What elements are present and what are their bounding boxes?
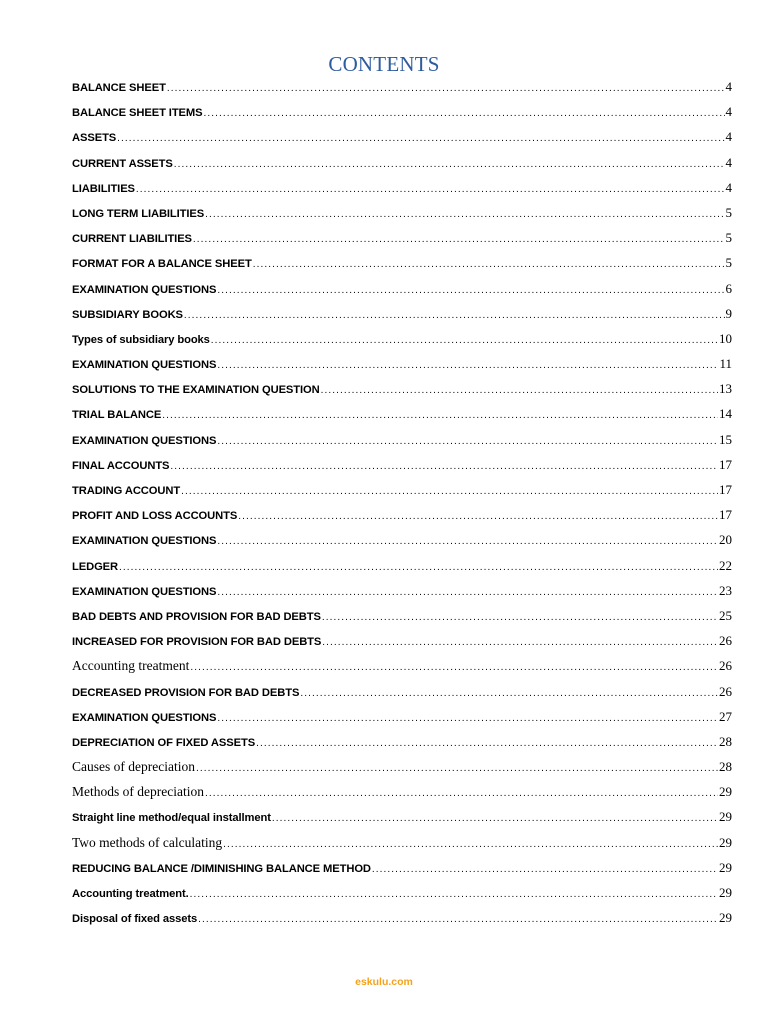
toc-entry-label: TRIAL BALANCE xyxy=(72,409,162,422)
toc-entry[interactable] xyxy=(72,531,732,556)
toc-entry-page-number: 29 xyxy=(719,885,732,900)
toc-entry-label: EXAMINATION QUESTIONS xyxy=(72,585,217,598)
toc-entry-label: Straight line method/equal installment xyxy=(72,812,271,825)
dot-leader xyxy=(372,861,718,879)
toc-entry[interactable] xyxy=(72,683,732,708)
toc-entry-label: Types of subsidiary books xyxy=(72,333,210,346)
toc-entry-page-number: 17 xyxy=(719,456,732,472)
dot-leader xyxy=(167,80,725,98)
toc-entry-label: FORMAT FOR A BALANCE SHEET xyxy=(72,258,252,271)
toc-entry[interactable] xyxy=(72,355,732,380)
toc-entry-label: INCREASED FOR PROVISION FOR BAD DEBTS xyxy=(72,636,322,649)
toc-entry-page-number: 14 xyxy=(719,406,732,422)
toc-entry[interactable] xyxy=(72,204,732,229)
toc-entry-page-number: 15 xyxy=(719,431,732,447)
dot-leader xyxy=(205,206,724,224)
dot-leader xyxy=(193,231,725,249)
toc-entry-page-number: 17 xyxy=(719,507,732,523)
toc-entry-label: DEPRECIATION OF FIXED ASSETS xyxy=(72,736,256,749)
dot-leader xyxy=(190,659,718,677)
toc-entry-page-number: 11 xyxy=(719,356,732,372)
toc-entry[interactable] xyxy=(72,708,732,733)
toc-entry-label: DECREASED PROVISION FOR BAD DEBTS xyxy=(72,686,300,699)
toc-entry[interactable] xyxy=(72,330,732,355)
dot-leader xyxy=(321,382,718,400)
toc-entry-page-number: 29 xyxy=(719,859,732,875)
dot-leader xyxy=(204,105,725,123)
toc-entry-page-number: 22 xyxy=(719,557,732,573)
toc-entry-page-number: 27 xyxy=(719,708,732,724)
toc-entry-label: Accounting treatment. xyxy=(72,888,189,900)
toc-entry-label: LONG TERM LIABILITIES xyxy=(72,207,205,220)
toc-entry-page-number: 29 xyxy=(719,834,732,850)
toc-entry-label: TRADING ACCOUNT xyxy=(72,485,181,497)
toc-entry-label: SOLUTIONS TO THE EXAMINATION QUESTION xyxy=(72,384,320,397)
toc-entry[interactable] xyxy=(72,557,732,582)
toc-entry-label: BALANCE SHEET xyxy=(72,82,166,94)
dot-leader xyxy=(238,508,718,526)
toc-entry-page-number: 23 xyxy=(719,582,732,598)
toc-entry-label: EXAMINATION QUESTIONS xyxy=(72,283,217,296)
toc-entry-label: Disposal of fixed assets xyxy=(72,913,198,926)
footer-website: eskulu.com xyxy=(355,976,413,988)
toc-entry-label: PROFIT AND LOSS ACCOUNTS xyxy=(72,510,238,523)
toc-entry-page-number: 4 xyxy=(725,154,732,170)
toc-entry[interactable] xyxy=(72,280,732,305)
dot-leader xyxy=(174,156,725,174)
toc-entry[interactable] xyxy=(72,229,732,254)
toc-entry[interactable] xyxy=(72,657,732,682)
dot-leader xyxy=(184,307,725,325)
toc-entry-label: Causes of depreciation xyxy=(72,759,195,775)
dot-leader xyxy=(119,559,718,577)
page-title: CONTENTS xyxy=(328,52,440,76)
toc-entry-page-number: 26 xyxy=(719,683,732,699)
dot-leader xyxy=(217,533,718,551)
dot-leader xyxy=(190,886,718,904)
toc-entry-page-number: 9 xyxy=(725,305,732,321)
toc-entry-label: EXAMINATION QUESTIONS xyxy=(72,535,217,548)
toc-entry[interactable] xyxy=(72,103,732,128)
toc-entry-page-number: 26 xyxy=(719,658,732,674)
toc-entry-page-number: 5 xyxy=(725,230,732,246)
dot-leader xyxy=(198,911,718,929)
toc-entry[interactable] xyxy=(72,305,732,330)
toc-entry-label: EXAMINATION QUESTIONS xyxy=(72,359,217,372)
toc-entry[interactable] xyxy=(72,506,732,531)
toc-entry[interactable] xyxy=(72,128,732,153)
toc-entry[interactable] xyxy=(72,254,732,279)
toc-entry-page-number: 10 xyxy=(719,330,732,346)
toc-entry-label: LEDGER xyxy=(72,560,119,573)
dot-leader xyxy=(217,710,718,728)
toc-entry-label: Two methods of calculating xyxy=(72,834,223,850)
toc-entry-label: FINAL ACCOUNTS xyxy=(72,459,170,472)
toc-entry[interactable] xyxy=(72,179,732,204)
toc-entry-page-number: 5 xyxy=(725,204,732,220)
toc-entry-label: EXAMINATION QUESTIONS xyxy=(72,434,217,447)
toc-entry-label: BAD DEBTS AND PROVISION FOR BAD DEBTS xyxy=(72,610,321,623)
toc-entry[interactable] xyxy=(72,909,732,934)
dot-leader xyxy=(322,634,718,652)
toc-entry-label: SUBSIDIARY BOOKS xyxy=(72,308,183,321)
toc-entry-page-number: 4 xyxy=(725,79,732,94)
toc-entry[interactable] xyxy=(72,783,732,808)
toc-entry-label: REDUCING BALANCE /DIMINISHING BALANCE METHOD xyxy=(72,862,371,875)
dot-leader xyxy=(217,282,724,300)
table-of-contents xyxy=(72,78,732,934)
toc-entry-page-number: 6 xyxy=(725,280,732,296)
toc-entry-page-number: 5 xyxy=(725,255,732,271)
dot-leader xyxy=(162,407,718,425)
toc-entry[interactable] xyxy=(72,733,732,758)
toc-entry[interactable] xyxy=(72,632,732,657)
toc-entry[interactable] xyxy=(72,859,732,884)
toc-entry-label: LIABILITIES xyxy=(72,182,135,195)
toc-entry-page-number: 4 xyxy=(725,104,732,120)
dot-leader xyxy=(170,458,718,476)
toc-entry-label: Accounting treatment xyxy=(72,658,190,674)
toc-entry-label: BALANCE SHEET ITEMS xyxy=(72,107,203,120)
toc-entry-page-number: 20 xyxy=(719,532,732,548)
toc-entry-label: CURRENT ASSETS xyxy=(72,157,173,170)
toc-entry-label: CURRENT LIABILITIES xyxy=(72,233,192,246)
toc-entry-page-number: 26 xyxy=(719,633,732,649)
toc-entry[interactable] xyxy=(72,456,732,481)
toc-entry-page-number: 28 xyxy=(719,733,732,749)
toc-entry[interactable] xyxy=(72,808,732,833)
toc-entry[interactable] xyxy=(72,481,732,506)
dot-leader xyxy=(217,584,718,602)
toc-entry[interactable] xyxy=(72,78,732,103)
toc-entry[interactable] xyxy=(72,380,732,405)
toc-entry[interactable] xyxy=(72,607,732,632)
toc-entry-page-number: 4 xyxy=(725,129,732,145)
dot-leader xyxy=(322,609,718,627)
toc-entry-label: ASSETS xyxy=(72,132,117,145)
dot-leader xyxy=(136,181,725,199)
toc-entry-page-number: 17 xyxy=(719,482,732,497)
dot-leader xyxy=(211,332,718,350)
toc-entry-page-number: 29 xyxy=(719,910,732,926)
toc-entry-label: EXAMINATION QUESTIONS xyxy=(72,711,217,724)
toc-entry[interactable] xyxy=(72,154,732,179)
dot-leader xyxy=(117,130,724,148)
toc-entry-page-number: 29 xyxy=(719,809,732,825)
toc-entry-page-number: 25 xyxy=(719,607,732,623)
toc-entry-page-number: 28 xyxy=(719,759,732,775)
toc-entry[interactable] xyxy=(72,431,732,456)
toc-entry[interactable] xyxy=(72,884,732,909)
dot-leader xyxy=(223,836,718,854)
toc-entry-page-number: 13 xyxy=(719,381,732,397)
dot-leader xyxy=(196,760,718,778)
dot-leader xyxy=(256,735,718,753)
dot-leader xyxy=(272,810,718,828)
dot-leader xyxy=(300,685,718,703)
dot-leader xyxy=(205,785,718,803)
dot-leader xyxy=(181,483,718,501)
dot-leader xyxy=(253,256,725,274)
dot-leader xyxy=(217,357,718,375)
dot-leader xyxy=(217,433,718,451)
toc-entry-page-number: 29 xyxy=(719,784,732,800)
toc-entry-label: Methods of depreciation xyxy=(72,784,204,800)
toc-entry[interactable] xyxy=(72,758,732,783)
toc-entry[interactable] xyxy=(72,582,732,607)
toc-entry-page-number: 4 xyxy=(725,179,732,195)
toc-entry[interactable] xyxy=(72,405,732,430)
toc-entry[interactable] xyxy=(72,834,732,859)
